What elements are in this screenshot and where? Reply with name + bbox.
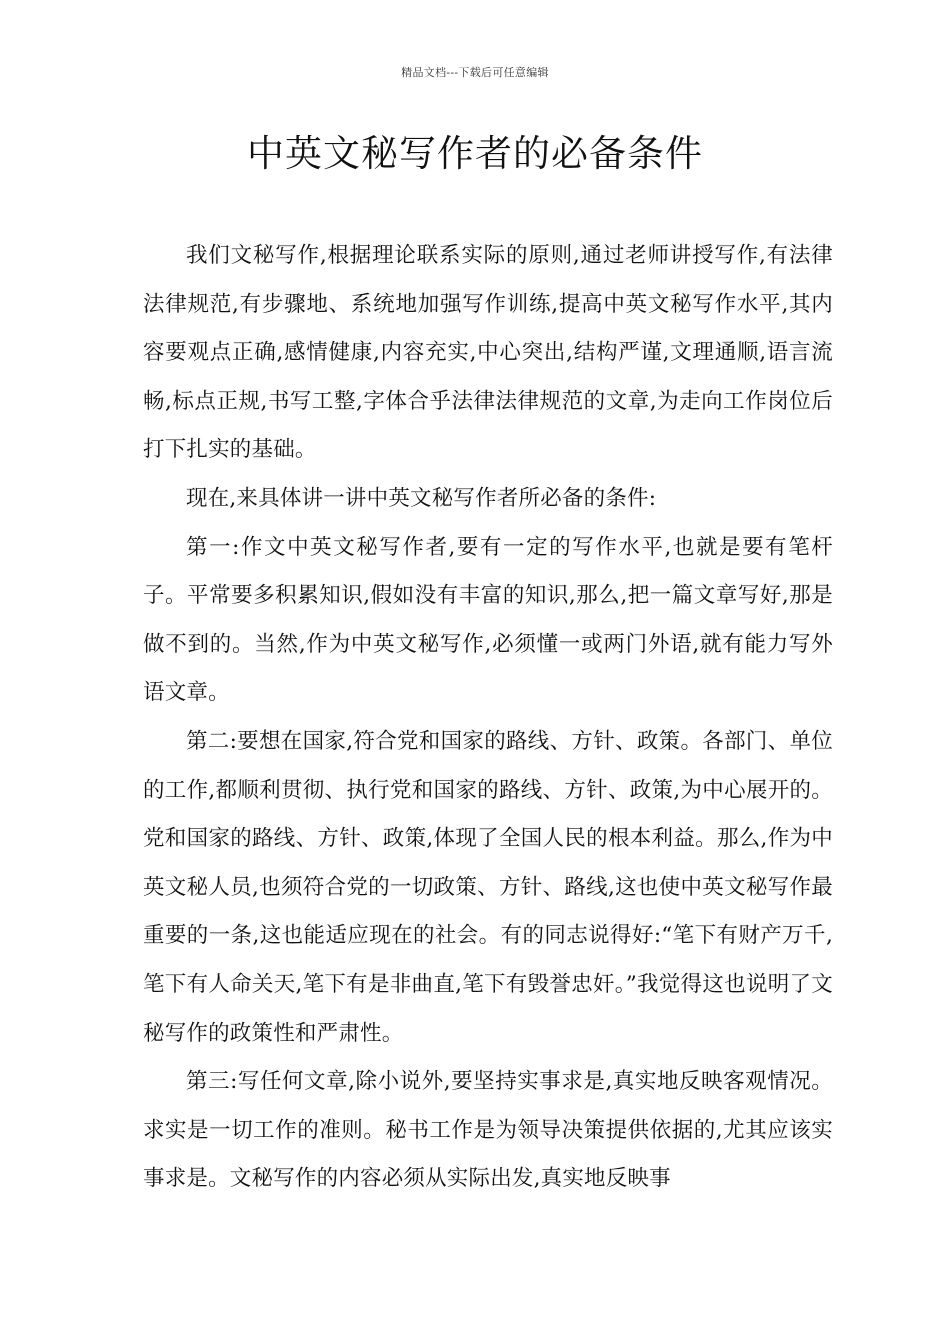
- paragraph-third-condition: 第三:写任何文章,除小说外,要坚持实事求是,真实地反映客观情况。求实是一切工作的准则。秘书工作是为领导决策提供依据的,尤其应该实事求是。文秘写作的内容必须从实际出发,真实地反映事: [143, 1069, 833, 1192]
- document-title: 中英文秘写作者的必备条件: [247, 132, 703, 175]
- header-note: 精品文档---下载后可任意编辑: [401, 66, 549, 79]
- paragraph-lead-in: 现在,来具体讲一讲中英文秘写作者所必备的条件:: [186, 485, 657, 511]
- document-body: [143, 232, 833, 1204]
- paragraph-second-condition: 第二:要想在国家,符合党和国家的路线、方针、政策。各部门、单位的工作,都顺利贯彻、执行党和国家的路线、方针、政策,为中心展开的。党和国家的路线、方针、政策,体现了全国人民的根本利益。那么,作为中英文秘人员,也须符合党的一切政策、方针、路线,这也使中英文秘写作最重要的一条,这也能适应现在的社会。有的同志说得好:“笔下有财产万千,笔下有人命关天,笔下有是非曲直,笔下有毁誉忠奸。”我觉得这也说明了文秘写作的政策性和严肃性。: [143, 728, 833, 1046]
- paragraph-intro: 我们文秘写作,根据理论联系实际的原则,通过老师讲授写作,有法律法律规范,有步骤地、系统地加强写作训练,提高中英文秘写作水平,其内容要观点正确,感情健康,内容充实,中心突出,结构严谨,文理通顺,语言流畅,标点正规,书写工整,字体合乎法律法律规范的文章,为走向工作岗位后打下扎实的基础。: [143, 243, 833, 463]
- paragraph-first-condition: 第一:作文中英文秘写作者,要有一定的写作水平,也就是要有笔杆子。平常要多积累知识,假如没有丰富的知识,那么,把一篇文章写好,那是做不到的。当然,作为中英文秘写作,必须懂一或两门外语,就有能力写外语文章。: [143, 534, 833, 706]
